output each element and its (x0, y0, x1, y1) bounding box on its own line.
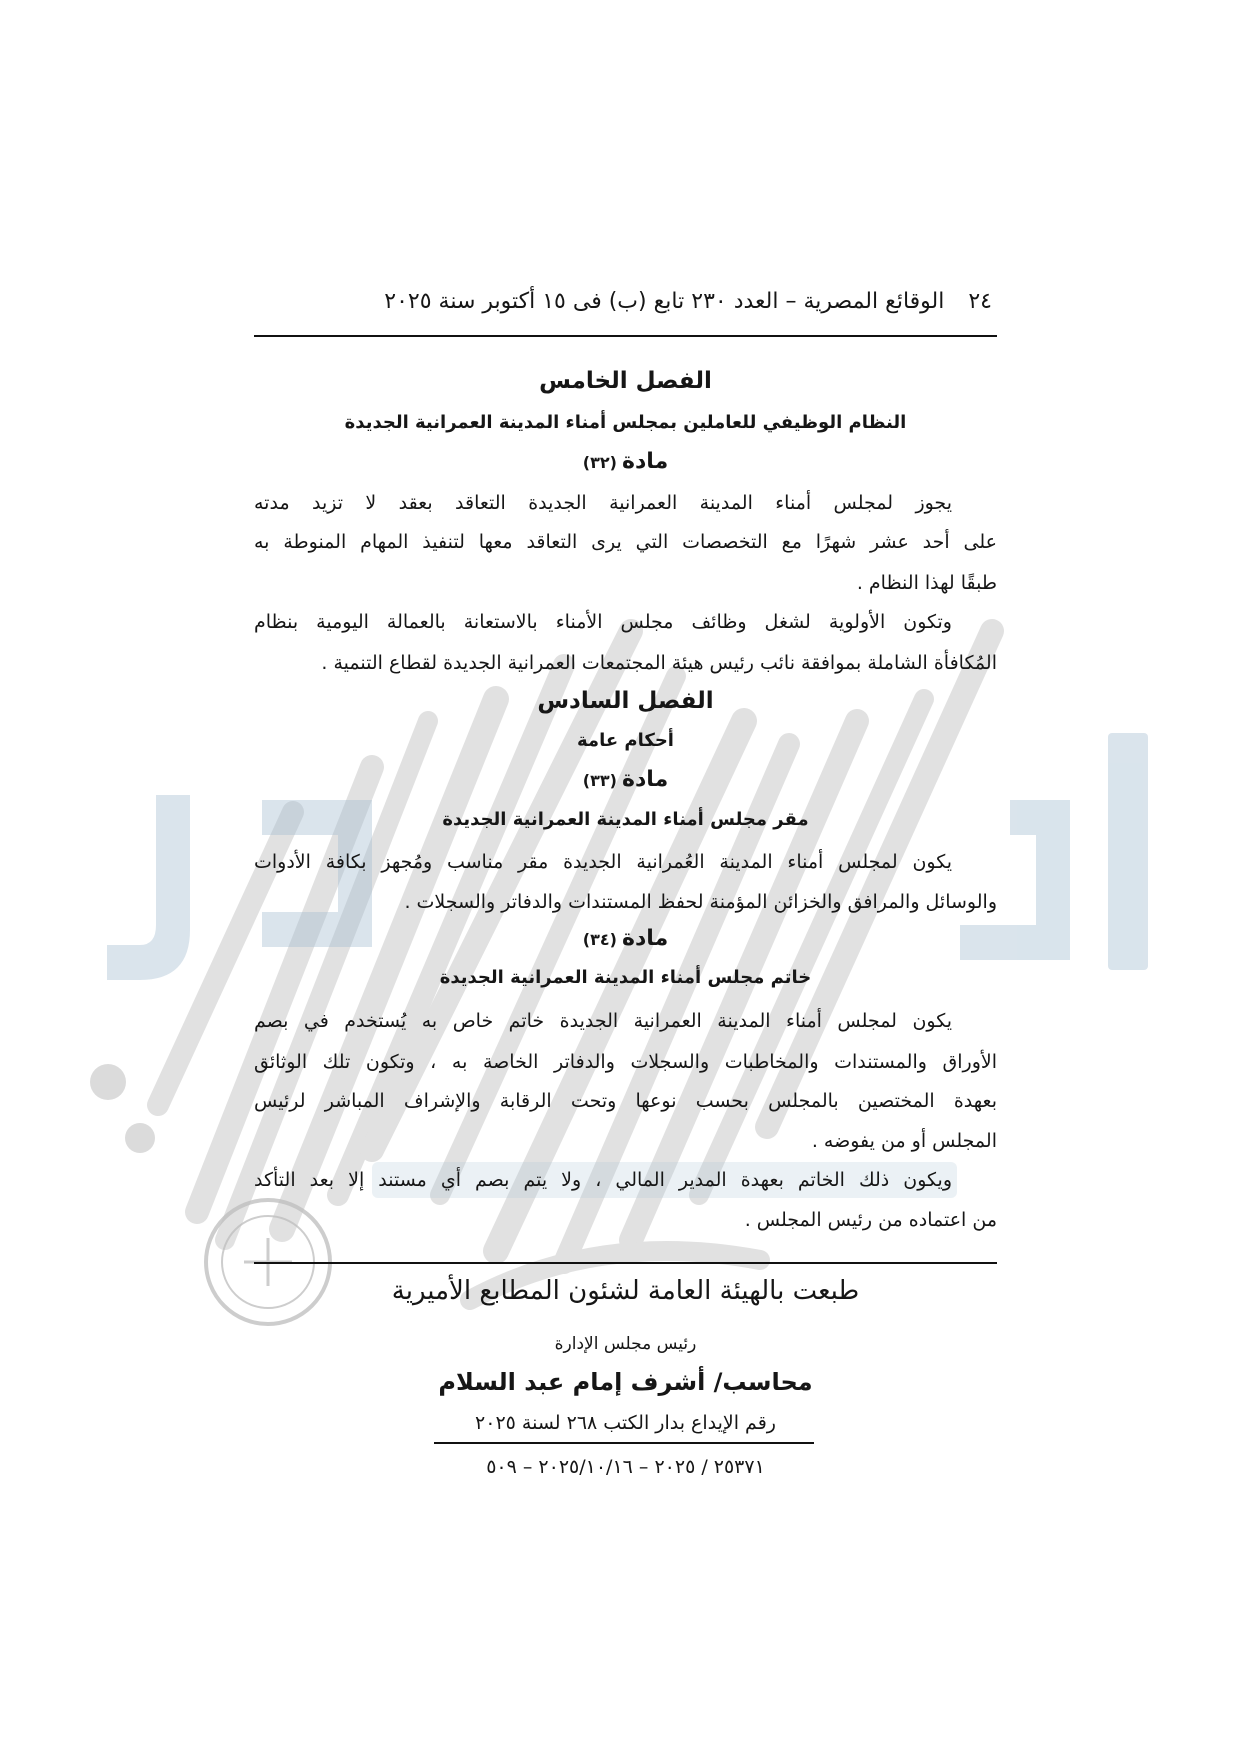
gazette-issue-line: الوقائع المصرية – العدد ٢٣٠ تابع (ب) فى ١٥ أكتوبر سنة ٢٠٢٥ (384, 289, 945, 314)
print-code: ٢٥٣٧١ / ٢٠٢٥ – ٢٠٢٥/١٠/١٦ – ٥٠٩ (486, 1456, 765, 1478)
imprint-rule (434, 1442, 814, 1444)
paragraph-line: بعهدة المختصين بالمجلس بحسب نوعها وتحت الرقابة والإشراف المباشر لرئيس (254, 1090, 997, 1112)
paragraph-line: يكون لمجلس أمناء المدينة العمرانية الجديدة خاتم خاص به يُستخدم في بصم (254, 1010, 952, 1032)
paragraph-line: يجوز لمجلس أمناء المدينة العمرانية الجديدة التعاقد بعقد لا تزيد مدته (254, 492, 952, 514)
chapter-6-subtitle: أحكام عامة (577, 730, 674, 751)
page-number: ٢٤ (968, 289, 992, 314)
footer-rule (254, 1262, 997, 1264)
paragraph-line: المُكافأة الشاملة بموافقة نائب رئيس هيئة المجتمعات العمرانية الجديدة لقطاع التنمية . (321, 652, 997, 674)
chairman-title: رئيس مجلس الإدارة (554, 1334, 697, 1354)
article-34-heading (254, 919, 997, 959)
chapter-5-title: الفصل الخامس (539, 368, 712, 394)
article-number: (٣٢) (582, 453, 617, 472)
paragraph-line: طبقًا لهذا النظام . (856, 572, 997, 594)
article-label: مادة (622, 926, 669, 951)
paragraph-line: من اعتماده من رئيس المجلس . (744, 1209, 997, 1231)
chapter-6-title: الفصل السادس (537, 688, 714, 714)
header-rule (254, 335, 997, 337)
deposit-number: رقم الإيداع بدار الكتب ٢٦٨ لسنة ٢٠٢٥ (475, 1412, 776, 1434)
article-33-heading (254, 760, 997, 800)
paragraph-line: والوسائل والمرافق والخزائن المؤمنة لحفظ المستندات والدفاتر والسجلات . (404, 891, 997, 913)
article-32-heading (254, 442, 997, 482)
page-header (254, 282, 997, 322)
paragraph-line: ويكون ذلك الخاتم بعهدة المدير المالي ، ولا يتم بصم أي مستند إلا بعد التأكد (254, 1169, 952, 1191)
article-34-title: خاتم مجلس أمناء المدينة العمرانية الجديدة (439, 967, 812, 988)
paragraph-line: الأوراق والمستندات والمخاطبات والسجلات والدفاتر الخاصة به ، وتكون تلك الوثائق (254, 1051, 997, 1073)
paragraph-line: المجلس أو من يفوضه . (811, 1130, 997, 1152)
article-label: مادة (622, 449, 669, 474)
chairman-name: محاسب/ أشرف إمام عبد السلام (438, 1368, 813, 1396)
article-number: (٣٤) (582, 930, 617, 949)
printer-imprint: طبعت بالهيئة العامة لشئون المطابع الأميرية (391, 1276, 860, 1306)
paragraph-line: وتكون الأولوية لشغل وظائف مجلس الأمناء بالاستعانة بالعمالة اليومية بنظام (254, 611, 952, 633)
article-number: (٣٣) (582, 771, 617, 790)
article-label: مادة (622, 767, 669, 792)
paragraph-line: على أحد عشر شهرًا مع التخصصات التي يرى التعاقد معها لتنفيذ المهام المنوطة به (254, 531, 997, 553)
watermark-dots (90, 1064, 155, 1153)
paragraph-line: يكون لمجلس أمناء المدينة العُمرانية الجديدة مقر مناسب ومُجهز بكافة الأدوات (254, 851, 952, 873)
article-33-title: مقر مجلس أمناء المدينة العمرانية الجديدة (442, 809, 809, 830)
chapter-5-subtitle: النظام الوظيفي للعاملين بمجلس أمناء المدينة العمرانية الجديدة (344, 412, 907, 433)
